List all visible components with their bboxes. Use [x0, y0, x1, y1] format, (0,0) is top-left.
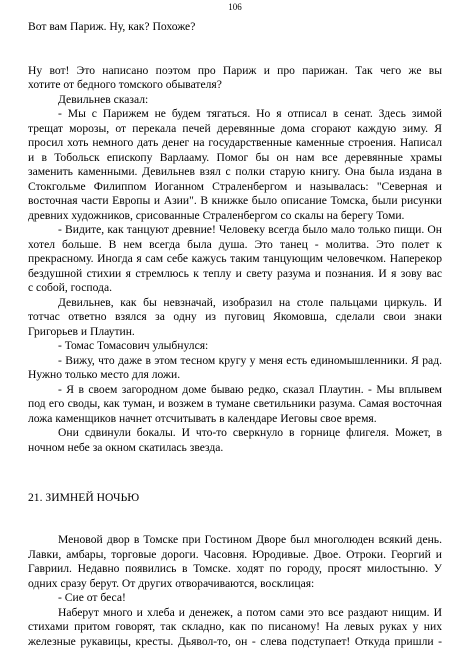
text-line: Меновой двор в Томске при Гостином Дворе был многолюден всякий день. [58, 533, 442, 546]
text-line: Григорьев и Плаутин. [28, 325, 135, 338]
text-line: Гавриил. Недавно появились в Томске. ходят по городу, просят милостыню. У [28, 562, 442, 575]
text-line: Стокгольме Филиппом Иоганном Страленбергом и называлась: "Северная и [28, 180, 442, 193]
text-line: Нужно только место для ложи. [28, 368, 181, 381]
text-line: Девильнев, как бы невзначай, изобразил на столе пальцами циркуль. И [58, 296, 442, 309]
text-line: Лавки, амбары, торговые дороги. Часовня. Юродивые. Двое. Отроки. Георгий и [28, 548, 442, 561]
text-line: Девильнев сказал: [58, 93, 149, 106]
text-line: Наберут много и хлеба и денежек, а потом сами это все раздают нищим. И [58, 606, 442, 619]
text-line: хотите от бедного томского обывателя? [28, 78, 222, 91]
text-line: железные рукавицы, кресты. Дьявол-то, он - слева подступает! Откуда пришли - [28, 635, 442, 648]
text-line: стихами притом говорят, так складно, как по писаному! На левых руках у них [28, 620, 442, 633]
text-line: - Видите, как танцуют древние! Человеку всегда было мало только пищи. Он [58, 223, 442, 236]
page-number: 106 [228, 2, 242, 12]
text-line: Они сдвинули бокалы. И что-то сверкнуло в горнице флигеля. Может, в [58, 426, 442, 439]
text-line: просил хоть немного дать денег на государственные каменные строения. Написал [28, 136, 442, 149]
text-line: - Томас Томасович улыбнулся: [58, 339, 209, 352]
text-line: бездушной стихии я стремлюсь к теплу и свету разума и познания. И я зову вас [28, 267, 442, 280]
text-line: хотел больше. В нем всегда была душа. Это танец - молитва. Это полет к [28, 238, 442, 251]
text-line: тотчас ответно взялся за одну из пуговиц Якомовша, сделали свои знаки [28, 310, 442, 323]
text-line: под его своды, как туман, и возжем в тумане светильники разума. Самая восточная [28, 397, 442, 410]
text-line: трещат морозы, от перекала печей деревянные дома сгорают каждую зиму. Я [28, 122, 442, 135]
text-line: восточная части Европы и Азии". В книжке было описание Томска, были рисунки [28, 194, 442, 207]
text-line: ложа каменщиков начнет отсчитывать в календаре Иеговы свое время. [28, 412, 377, 425]
text-line: ночном небе за окном скатилась звезда. [28, 441, 224, 454]
text-line: - Мы с Парижем не будем тягаться. Но я отписал в сенат. Здесь зимой [58, 107, 442, 120]
text-line: одних сразу берут. От других отворачиваются, восклицая: [28, 577, 315, 590]
text-line: - Я в своем загородном доме бываю редко, сказал Плаутин. - Мы вплывем [58, 383, 442, 396]
text-line: Ну вот! Это написано поэтом про Париж и про парижан. Так чего же вы [28, 64, 442, 77]
section-heading: 21. ЗИМНЕЙ НОЧЬЮ [28, 491, 140, 504]
text-line: с собой, господа. [28, 281, 112, 294]
text-line: древних художников, срисованные Страленбергом со скалы на берегу Томи. [28, 209, 405, 222]
text-line: - Вижу, что даже в этом тесном кругу у меня есть единомышленники. Я рад. [58, 354, 442, 367]
text-line: - Сие от беса! [58, 591, 126, 604]
text-line: прекрасному. Иногда я сам себе кажусь таким танцующим человечком. Наперекор [28, 252, 442, 265]
text-line: заменить каменными. Девильнев взял с полки старую книгу. Она была издана в [28, 165, 442, 178]
text-line: Вот вам Париж. Ну, как? Похоже? [28, 20, 196, 33]
text-line: и в Тобольск епископу Варлааму. Помог бы он нам все деревянные храмы [28, 151, 442, 164]
